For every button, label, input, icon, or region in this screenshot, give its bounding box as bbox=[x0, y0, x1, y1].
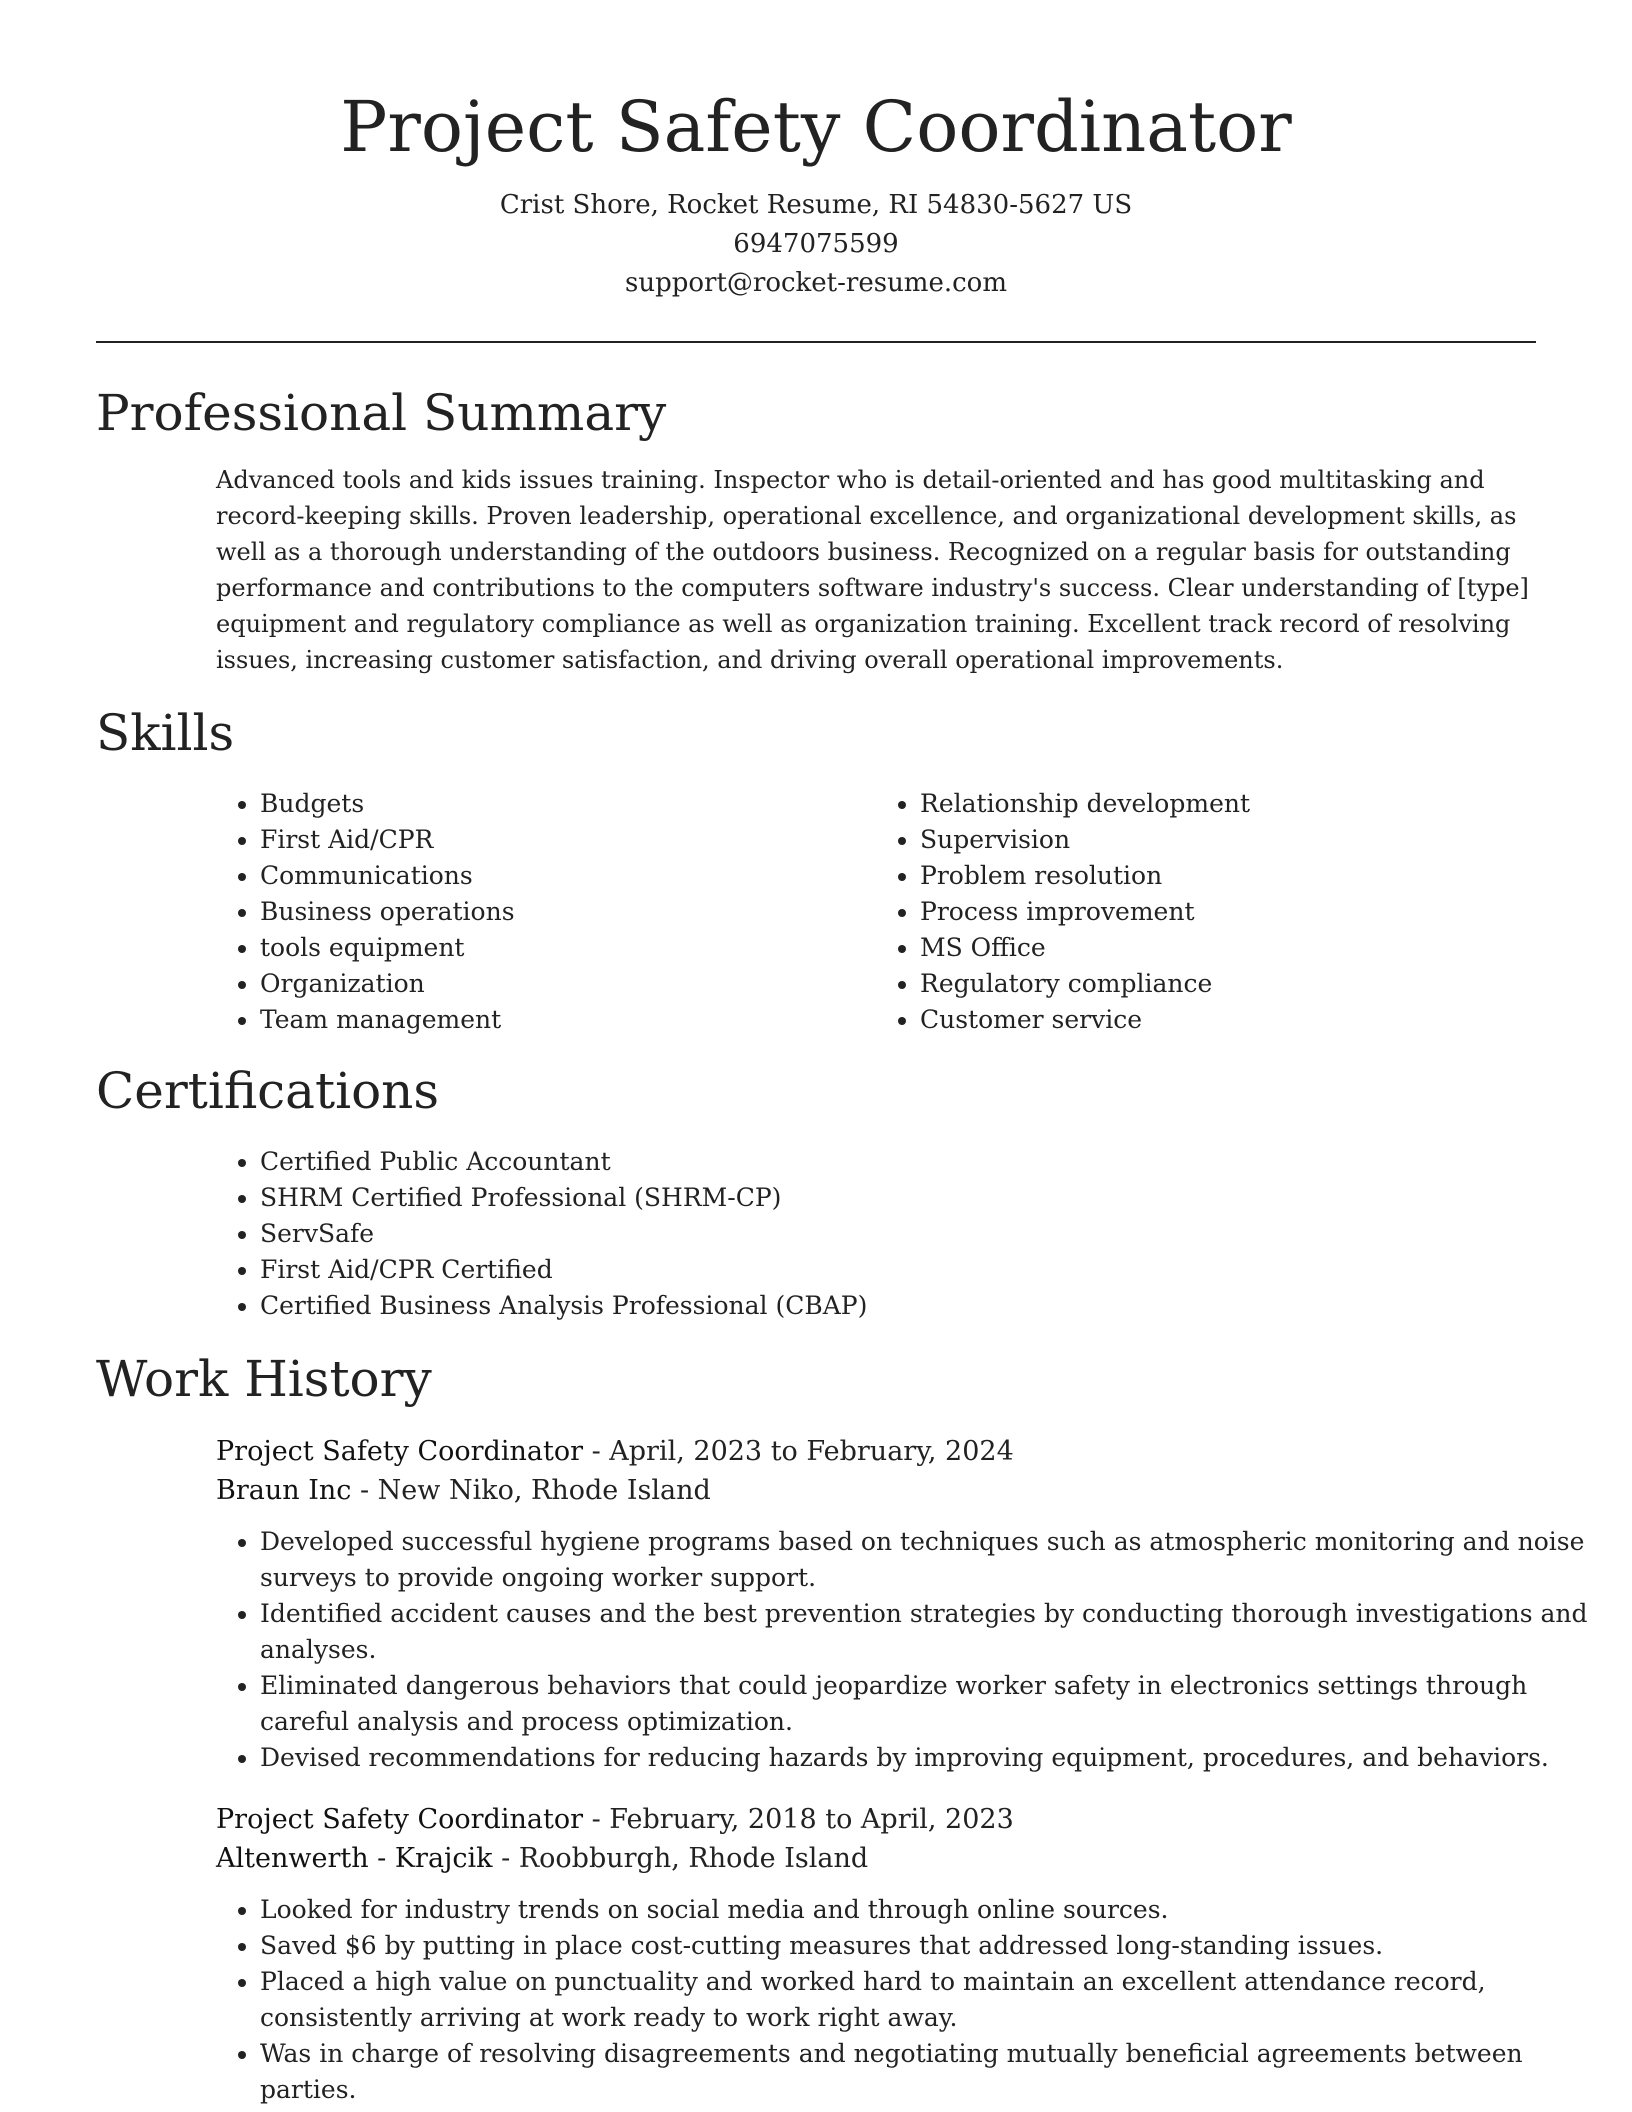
job-bullets bbox=[216, 1524, 1590, 1776]
skill-item: • Team management bbox=[260, 1002, 876, 1038]
job-location: - New Niko, Rhode Island bbox=[351, 1475, 711, 1506]
skill-item: • Process improvement bbox=[920, 894, 1536, 930]
job-company-line bbox=[216, 1471, 1536, 1510]
skill-item: • Budgets bbox=[260, 786, 876, 822]
job-title-line bbox=[216, 1432, 1536, 1471]
job-bullet: • Was in charge of resolving disagreements and negotiating mutually beneficial agreements between parties. bbox=[260, 2036, 1590, 2108]
job-bullet: • Identified accident causes and the best prevention strategies by conducting thorough investigations and analyses. bbox=[260, 1596, 1590, 1668]
skill-item: • MS Office bbox=[920, 930, 1536, 966]
job-title-line bbox=[216, 1800, 1536, 1839]
skill-item: • Communications bbox=[260, 858, 876, 894]
skill-item: • Problem resolution bbox=[920, 858, 1536, 894]
work-history-section bbox=[96, 1348, 1588, 2108]
skills-columns bbox=[216, 786, 1536, 1038]
skills-list-right bbox=[876, 786, 1536, 1038]
job-entry bbox=[96, 1800, 1536, 2108]
skill-item: • Customer service bbox=[920, 1002, 1536, 1038]
resume-header bbox=[96, 82, 1536, 303]
skill-item: • Relationship development bbox=[920, 786, 1536, 822]
candidate-name: Project Safety Coordinator bbox=[340, 86, 1292, 168]
certification-item: • ServSafe bbox=[260, 1216, 1536, 1252]
job-bullet: • Placed a high value on punctuality and worked hard to maintain an excellent attendance record, consistently arriving at work ready to work right away. bbox=[260, 1964, 1590, 2036]
job-dates: - February, 2018 to April, 2023 bbox=[582, 1804, 1014, 1835]
summary-section bbox=[96, 382, 1536, 678]
skill-item: • tools equipment bbox=[260, 930, 876, 966]
skill-item: • Organization bbox=[260, 966, 876, 1002]
job-bullet: • Eliminated dangerous behaviors that could jeopardize worker safety in electronics settings through careful analysis and process optimization. bbox=[260, 1668, 1590, 1740]
job-bullet: • Looked for industry trends on social media and through online sources. bbox=[260, 1892, 1590, 1928]
skills-list-left bbox=[216, 786, 876, 1038]
summary-heading: Professional Summary bbox=[96, 384, 667, 442]
certifications-list bbox=[216, 1144, 1536, 1324]
header-divider bbox=[96, 341, 1536, 343]
job-company-line bbox=[216, 1839, 1536, 1878]
email: support@rocket-resume.com bbox=[624, 268, 1007, 298]
certifications-heading: Certifications bbox=[96, 1062, 440, 1120]
skills-section bbox=[96, 702, 1536, 1038]
job-bullet: • Devised recommendations for reducing hazards by improving equipment, procedures, and behaviors. bbox=[260, 1740, 1590, 1776]
certifications-section bbox=[96, 1060, 1536, 1324]
job-location: - Roobburgh, Rhode Island bbox=[492, 1843, 869, 1874]
certification-item: • Certified Public Accountant bbox=[260, 1144, 1536, 1180]
skills-heading: Skills bbox=[96, 704, 235, 762]
skill-item: • First Aid/CPR bbox=[260, 822, 876, 858]
job-bullet: • Saved $6 by putting in place cost-cutting measures that addressed long-standing issues. bbox=[260, 1928, 1590, 1964]
job-company: Braun Inc bbox=[216, 1475, 352, 1506]
certification-item: • Certified Business Analysis Professional (CBAP) bbox=[260, 1288, 1536, 1324]
skill-item: • Supervision bbox=[920, 822, 1536, 858]
skill-item: • Business operations bbox=[260, 894, 876, 930]
summary-text: Advanced tools and kids issues training. Inspector who is detail-oriented and has good multitasking and record-keeping skills. Proven leadership, operational excellence, and organizational development skills, as well as a thorough understanding of the outdoors business. Recognized on a regular basis for outstanding performance and contributions to the computers software industry's success. Clear understanding of [type] equipment and regulatory compliance as well as organization training. Excellent track record of resolving issues, increasing customer satisfaction, and driving overall operational improvements. bbox=[216, 466, 1529, 674]
job-company: Altenwerth - Krajcik bbox=[216, 1843, 493, 1874]
phone: 6947075599 bbox=[733, 229, 899, 259]
job-bullets bbox=[216, 1892, 1590, 2108]
certification-item: • First Aid/CPR Certified bbox=[260, 1252, 1536, 1288]
job-entry bbox=[96, 1432, 1588, 1776]
work-history-heading: Work History bbox=[96, 1350, 432, 1408]
job-dates: - April, 2023 to February, 2024 bbox=[582, 1436, 1014, 1467]
skill-item: • Regulatory compliance bbox=[920, 966, 1536, 1002]
job-bullet: • Developed successful hygiene programs based on techniques such as atmospheric monitoring and noise surveys to provide ongoing worker support. bbox=[260, 1524, 1590, 1596]
job-title: Project Safety Coordinator bbox=[216, 1436, 583, 1467]
address: Crist Shore, Rocket Resume, RI 54830-5627 US bbox=[499, 190, 1133, 220]
certification-item: • SHRM Certified Professional (SHRM-CP) bbox=[260, 1180, 1536, 1216]
job-title: Project Safety Coordinator bbox=[216, 1804, 583, 1835]
